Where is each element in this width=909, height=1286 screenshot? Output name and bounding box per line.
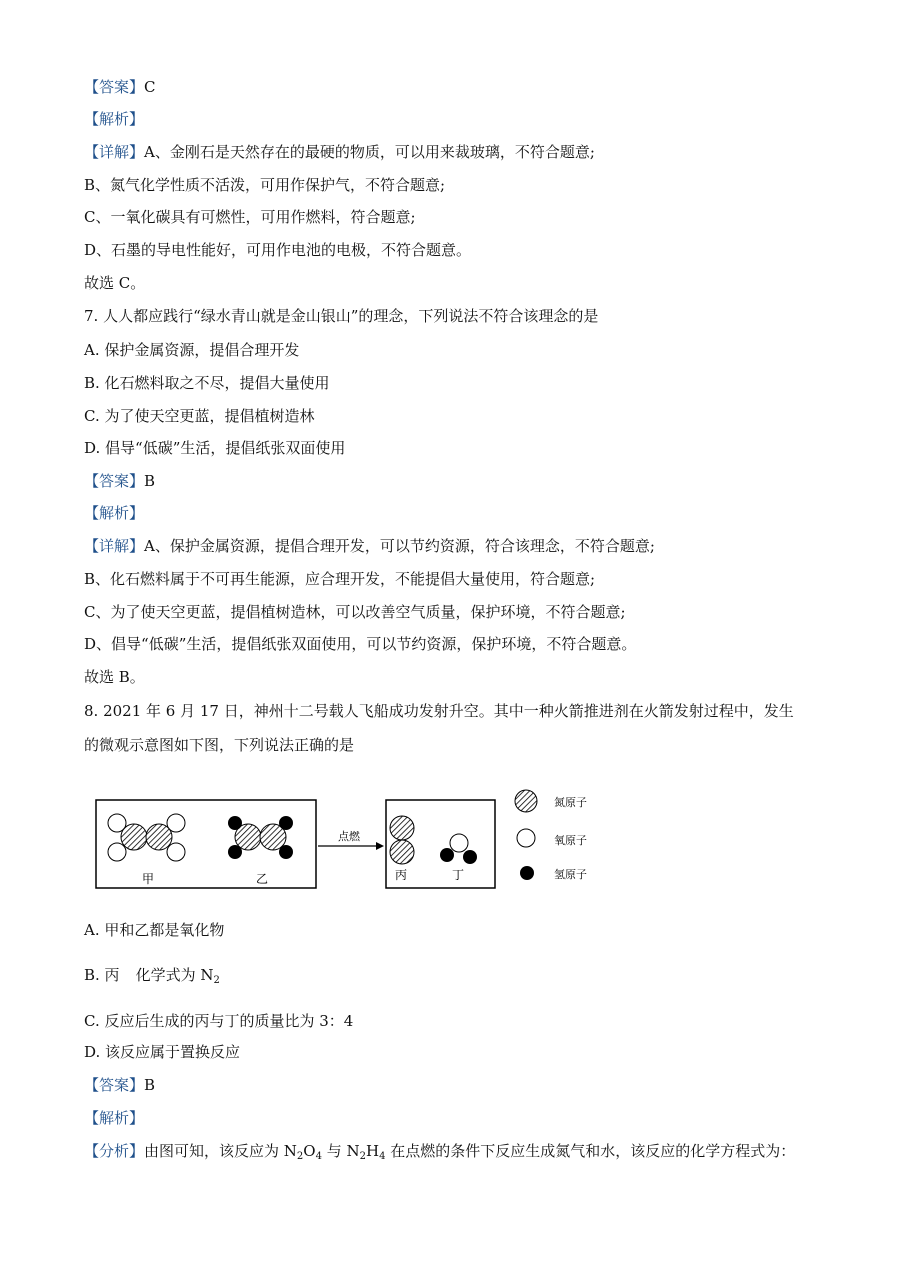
analysis-text: 由图可知，该反应为 N: [144, 1142, 297, 1160]
analysis-text: 与 N: [321, 1142, 360, 1160]
q6-analysis-tag: 【解析】: [84, 110, 145, 128]
q7-stem: 7. 人人都应践行“绿水青山就是金山银山”的理念，下列说法不符合该理念的是: [84, 307, 599, 325]
q7-option-a: A. 保护金属资源，提倡合理开发: [84, 341, 300, 359]
q7-option-b: B. 化石燃料取之不尽，提倡大量使用: [84, 374, 330, 392]
nitrogen-atom: [390, 840, 414, 864]
q6-detail-a: [84, 142, 595, 162]
q8-answer: [84, 1075, 155, 1095]
nitrogen-atom: [146, 824, 172, 850]
nitrogen-atom: [121, 824, 147, 850]
hydrogen-atom: [463, 850, 477, 864]
detail-tag: 【详解】: [84, 143, 145, 161]
answer-value: C: [144, 78, 156, 96]
q8-option-c: C. 反应后生成的丙与丁的质量比为 3：4: [84, 1012, 354, 1030]
q8-stem-line1: 8. 2021 年 6 月 17 日，神州十二号载人飞船成功发射升空。其中一种火箭推进剂在火箭发射过程中，发生: [84, 702, 794, 720]
q6-conclusion: 故选 C。: [84, 274, 146, 292]
legend-oxygen-swatch: [517, 829, 535, 847]
hydrogen-atom: [228, 816, 242, 830]
legend: [515, 790, 587, 881]
oxygen-atom: [450, 834, 468, 852]
q7-detail-c: C、为了使天空更蓝，提倡植树造林，可以改善空气质量，保护环境，不符合题意;: [84, 603, 626, 621]
arrow-label: 点燃: [338, 830, 360, 843]
analysis-sub: 2: [359, 1151, 367, 1162]
legend-nitrogen: 氮原子: [554, 796, 587, 809]
arrow-head: [376, 842, 384, 850]
q6-answer: [84, 77, 156, 97]
legend-hydrogen-swatch: [520, 866, 534, 880]
detail-text: A、保护金属资源，提倡合理开发，可以节约资源，符合该理念，不符合题意;: [144, 537, 655, 555]
detail-text: A、金刚石是天然存在的最硬的物质，可以用来裁玻璃，不符合题意;: [144, 143, 595, 161]
answer-tag: 【答案】: [84, 472, 145, 490]
analysis-sub: 4: [379, 1151, 386, 1162]
label-ding: 丁: [452, 868, 465, 882]
legend-oxygen: 氧原子: [554, 834, 587, 847]
q8-option-b: [84, 965, 220, 991]
molecule-bing: [390, 816, 414, 864]
legend-nitrogen-swatch: [515, 790, 537, 812]
analysis-text: H: [366, 1142, 380, 1160]
q7-detail-a: [84, 536, 655, 556]
q6-detail-b: B、氮气化学性质不活泼，可用作保护气，不符合题意;: [84, 176, 446, 194]
reaction-diagram: [90, 783, 630, 893]
oxygen-atom: [108, 843, 126, 861]
q8-analysis-intro: [84, 1141, 795, 1167]
analysis-text: 在点燃的条件下反应生成氮气和水，该反应的化学方程式为：: [385, 1142, 796, 1160]
q7-analysis-tag: 【解析】: [84, 504, 145, 522]
q7-detail-d: D、倡导“低碳”生活，提倡纸张双面使用，可以节约资源，保护环境，不符合题意。: [84, 635, 637, 653]
option-b-prefix: B. 丙: [84, 966, 120, 984]
detail-tag: 【详解】: [84, 537, 145, 555]
molecule-jia: [108, 814, 185, 861]
molecule-ding: [440, 834, 477, 864]
q6-detail-d: D、石墨的导电性能好，可用作电池的电极，不符合题意。: [84, 241, 472, 259]
molecule-yi: [228, 816, 293, 859]
answer-tag: 【答案】: [84, 1076, 145, 1094]
nitrogen-atom: [390, 816, 414, 840]
q8-analysis-tag: 【解析】: [84, 1109, 145, 1127]
answer-value: B: [144, 1076, 156, 1094]
q7-detail-b: B、化石燃料属于不可再生能源，应合理开发，不能提倡大量使用，符合题意;: [84, 570, 596, 588]
q7-answer: [84, 471, 155, 491]
q6-detail-c: C、一氧化碳具有可燃性，可用作燃料，符合题意;: [84, 208, 416, 226]
option-b-text: 化学式为 N: [135, 966, 214, 984]
analysis-sub: 2: [296, 1151, 304, 1162]
hydrogen-atom: [228, 845, 242, 859]
q8-option-a: A. 甲和乙都是氧化物: [84, 921, 225, 939]
analysis-sub: 4: [315, 1151, 322, 1162]
q7-option-c: C. 为了使天空更蓝，提倡植树造林: [84, 407, 315, 425]
label-yi: 乙: [256, 872, 269, 886]
q8-stem-line2: 的微观示意图如下图，下列说法正确的是: [84, 736, 355, 754]
label-jia: 甲: [142, 872, 155, 886]
option-b-sub: 2: [213, 975, 220, 986]
q8-option-d: D. 该反应属于置换反应: [84, 1043, 241, 1061]
analysis-text: O: [303, 1142, 316, 1160]
oxygen-atom: [167, 843, 185, 861]
q7-conclusion: 故选 B。: [84, 668, 145, 686]
hydrogen-atom: [279, 816, 293, 830]
hydrogen-atom: [440, 848, 454, 862]
label-bing: 丙: [395, 868, 408, 882]
q7-option-d: D. 倡导“低碳”生活，提倡纸张双面使用: [84, 439, 346, 457]
answer-tag: 【答案】: [84, 78, 145, 96]
hydrogen-atom: [279, 845, 293, 859]
answer-value: B: [144, 472, 156, 490]
legend-hydrogen: 氢原子: [554, 868, 587, 881]
analysis-intro-tag: 【分析】: [84, 1142, 145, 1160]
